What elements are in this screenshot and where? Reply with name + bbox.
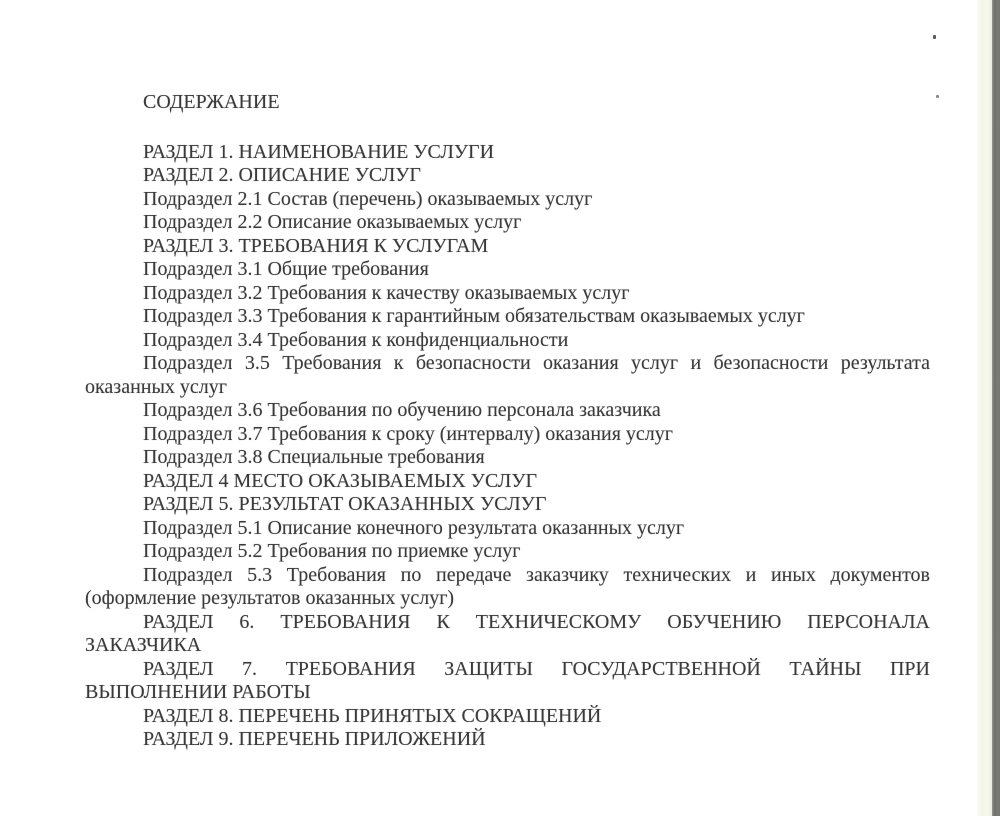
toc-item-line: РАЗДЕЛ 4 МЕСТО ОКАЗЫВАЕМЫХ УСЛУГ	[143, 469, 538, 492]
toc-item	[85, 658, 930, 705]
scanned-page-edge	[977, 0, 992, 816]
toc-item	[85, 141, 930, 165]
toc-item-line: РАЗДЕЛ 7. ТРЕБОВАНИЯ ЗАЩИТЫ ГОСУДАРСТВЕННОЙ ТАЙНЫ ПРИ	[143, 657, 930, 680]
toc-item	[85, 705, 930, 729]
toc-item-line: Подраздел 2.1 Состав (перечень) оказываемых услуг	[143, 187, 593, 210]
toc-item	[85, 188, 930, 212]
toc-item	[85, 517, 930, 541]
toc-item	[85, 352, 930, 399]
toc-item-line: Подраздел 3.1 Общие требования	[143, 258, 429, 280]
toc-item-line: РАЗДЕЛ 8. ПЕРЕЧЕНЬ ПРИНЯТЫХ СОКРАЩЕНИЙ	[143, 704, 602, 727]
toc-item-line: РАЗДЕЛ 9. ПЕРЕЧЕНЬ ПРИЛОЖЕНИЙ	[143, 728, 486, 750]
toc-item-line: Подраздел 5.1 Описание конечного результата оказанных услуг	[143, 516, 685, 539]
scan-speck-icon	[936, 95, 939, 98]
scan-speck-icon	[933, 35, 936, 39]
toc-item	[85, 470, 930, 494]
toc-item	[85, 164, 930, 188]
toc-item	[85, 211, 930, 235]
toc-item-line: Подраздел 5.3 Требования по передаче заказчику технических и иных документов	[143, 563, 930, 586]
toc-item-line: Подраздел 5.2 Требования по приемке услуг	[143, 540, 521, 562]
scan-edge-shadow	[992, 0, 1000, 816]
toc-item-line: РАЗДЕЛ 6. ТРЕБОВАНИЯ К ТЕХНИЧЕСКОМУ ОБУЧЕНИЮ ПЕРСОНАЛА	[143, 610, 930, 633]
toc-item-line: РАЗДЕЛ 2. ОПИСАНИЕ УСЛУГ	[143, 164, 421, 186]
toc-item	[85, 399, 930, 423]
toc-item	[85, 564, 930, 611]
toc-item-line: ЗАКАЗЧИКА	[85, 634, 202, 656]
toc-item	[85, 305, 930, 329]
toc-item-line: Подраздел 3.2 Требования к качеству оказываемых услуг	[143, 281, 630, 304]
toc-item	[85, 540, 930, 564]
toc-item-line: Подраздел 3.6 Требования по обучению персонала заказчика	[143, 399, 661, 421]
toc-item	[85, 235, 930, 259]
toc-item	[85, 446, 930, 470]
toc-item-line: Подраздел 3.5 Требования к безопасности оказания услуг и безопасности результата	[143, 352, 930, 374]
toc-item-line: Подраздел 3.8 Специальные требования	[143, 446, 485, 468]
toc-content	[85, 91, 930, 752]
toc-item	[85, 611, 930, 658]
toc-item-line: ВЫПОЛНЕНИИ РАБОТЫ	[85, 681, 311, 703]
toc-item-line: РАЗДЕЛ 3. ТРЕБОВАНИЯ К УСЛУГАМ	[143, 234, 489, 257]
page-title: СОДЕРЖАНИЕ	[143, 91, 280, 113]
toc-item-line: Подраздел 3.3 Требования к гарантийным обязательствам оказываемых услуг	[143, 305, 805, 327]
toc-item-line: Подраздел 3.7 Требования к сроку (интервалу) оказания услуг	[143, 422, 673, 445]
toc-item-line: Подраздел 3.4 Требования к конфиденциальности	[143, 328, 569, 351]
toc-item-line: РАЗДЕЛ 1. НАИМЕНОВАНИЕ УСЛУГИ	[143, 140, 495, 163]
toc-item	[85, 423, 930, 447]
toc-item	[85, 282, 930, 306]
toc-item-line: (оформление результатов оказанных услуг)	[85, 587, 455, 609]
toc-item-line: Подраздел 2.2 Описание оказываемых услуг	[143, 211, 522, 233]
toc-list	[85, 141, 930, 752]
toc-item-line: оказанных услуг	[85, 375, 227, 398]
toc-item	[85, 728, 930, 752]
toc-item	[85, 258, 930, 282]
toc-item-line: РАЗДЕЛ 5. РЕЗУЛЬТАТ ОКАЗАННЫХ УСЛУГ	[143, 493, 547, 515]
toc-item	[85, 493, 930, 517]
toc-item	[85, 329, 930, 353]
